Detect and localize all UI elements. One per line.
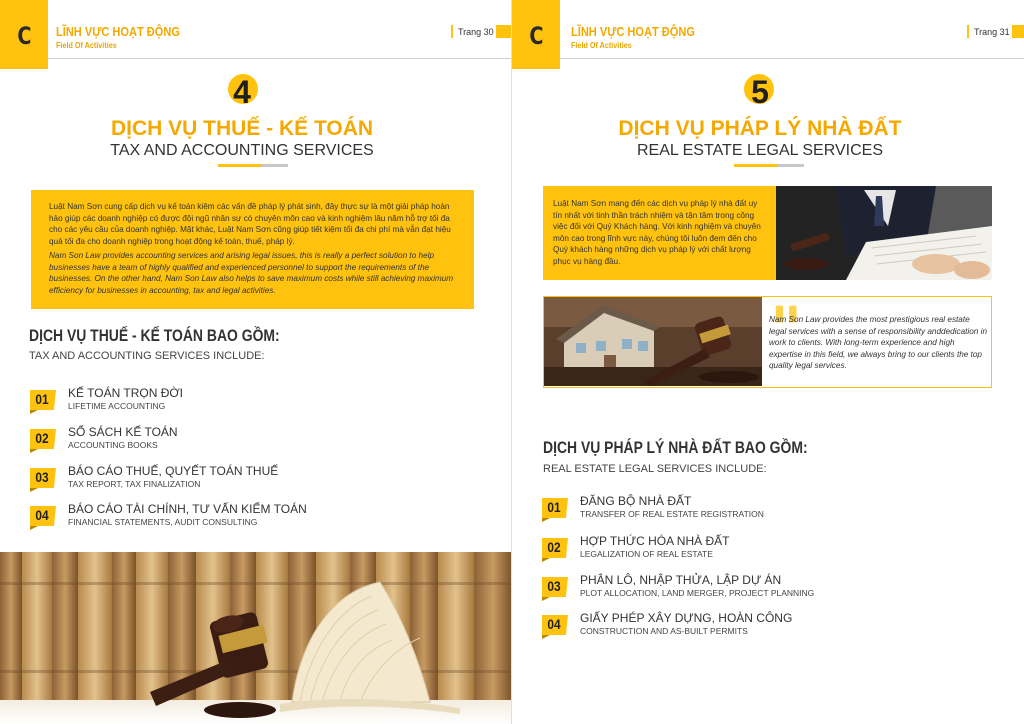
list-heading-en: TAX AND ACCOUNTING SERVICES INCLUDE: [29, 350, 265, 362]
list-item [542, 494, 982, 522]
chapter-letter-box [0, 0, 48, 69]
quote-text-en: Nam Son Law provides the most prestigious real estate legal services with a sense of responsibility anddedication in work to clients. With long-term experience and high expertise in this field, we always bring to our clients the top quality legal services. [769, 315, 988, 370]
title-underline-grey [778, 164, 804, 167]
section-number: 5 [751, 74, 769, 110]
item-number: 02 [547, 539, 561, 555]
item-title-en: LEGALIZATION OF REAL ESTATE [580, 549, 713, 559]
section-number: 4 [233, 74, 251, 110]
header-title: LĨNH VỰC HOẠT ĐỘNG [571, 24, 695, 39]
list-item [542, 573, 982, 601]
item-title-vi: BÁO CÁO TÀI CHÍNH, TƯ VẤN KIỂM TOÁN [68, 502, 307, 516]
badge-fold [542, 518, 550, 522]
chapter-letter: C [17, 22, 31, 50]
list-item [542, 611, 982, 639]
list-item [30, 425, 450, 453]
item-title-en: PLOT ALLOCATION, LAND MERGER, PROJECT PLANNING [580, 588, 815, 598]
item-number: 03 [547, 578, 561, 594]
item-title-vi: ĐĂNG BỘ NHÀ ĐẤT [580, 494, 692, 508]
page-number-block [1012, 25, 1024, 38]
item-title-vi: KẾ TOÁN TRỌN ĐỜI [68, 386, 183, 400]
item-title-vi: PHÂN LÔ, NHẬP THỬA, LẬP DỰ ÁN [580, 573, 782, 587]
badge-fold [30, 410, 38, 414]
intro-text-vi: Luật Nam Sơn mang đến các dịch vụ pháp lý nhà đất uy tín nhất với tinh thần trách nhiệm và tận tâm trong công việc đối với Quý Khách hàng. Với kinh nghiệm và chuyên môn cao trong lĩnh vực này, chúng tôi luôn đem đến cho Quý khách hàng những dịch vụ pháp lý với chất lượng phục vụ hàng đầu. [553, 199, 761, 266]
item-title-en: ACCOUNTING BOOKS [68, 440, 158, 450]
item-number: 01 [547, 499, 561, 515]
quote-mark-icon: " [770, 293, 803, 366]
office-illustration [776, 186, 992, 280]
item-title-vi: SỔ SÁCH KẾ TOÁN [68, 425, 178, 439]
header-subtitle: Field Of Activities [56, 40, 117, 50]
header-subtitle: Field Of Activities [571, 40, 632, 50]
item-title-vi: GIẤY PHÉP XÂY DỰNG, HOÀN CÔNG [580, 611, 793, 625]
books-gavel-illustration [0, 552, 512, 724]
header-divider [560, 58, 1024, 59]
page-number-block [496, 25, 512, 38]
badge-fold [542, 558, 550, 562]
list-heading-vi: DỊCH VỤ PHÁP LÝ NHÀ ĐẤT BAO GỒM: [543, 438, 808, 457]
list-item [30, 464, 450, 492]
item-number: 04 [547, 616, 561, 632]
house-gavel-illustration [544, 297, 762, 386]
house-gavel-photo [544, 297, 762, 386]
list-heading-en: REAL ESTATE LEGAL SERVICES INCLUDE: [543, 463, 767, 475]
list-item [542, 534, 982, 562]
page-number-tick [967, 25, 969, 38]
quote-box [543, 293, 992, 388]
item-number: 04 [35, 507, 49, 523]
books-gavel-photo [0, 552, 512, 724]
page-number: Trang 30 [458, 27, 494, 37]
badge-fold [30, 526, 38, 530]
chapter-letter: C [529, 22, 543, 50]
header-title: LĨNH VỰC HOẠT ĐỘNG [56, 24, 180, 39]
chapter-letter-box [512, 0, 560, 69]
intro-text-vi: Luật Nam Sơn cung cấp dịch vụ kế toán kiêm các vấn đề pháp lý phát sinh, đây thực sự là một giải pháp hoàn hảo giúp các doanh nghiệp có được đội ngũ nhân sự có chuyên môn cao và kinh nghiệm lâu năm hỗ trợ tối đa cho các yêu cầu của doanh nghiệp. Mặt khác, Luật Nam Sơn cũng giúp tiết kiệm tối đa chi phí mà vẫn đạt hiệu quả tối đa cho doanh nghiệp trong hoạt động kế toán, thuế, pháp lý. [49, 202, 451, 246]
item-title-en: CONSTRUCTION AND AS-BUILT PERMITS [580, 626, 748, 636]
item-title-en: LIFETIME ACCOUNTING [68, 401, 166, 411]
item-title-vi: BÁO CÁO THUẾ, QUYẾT TOÁN THUẾ [68, 464, 279, 478]
item-title-en: FINANCIAL STATEMENTS, AUDIT CONSULTING [68, 517, 258, 527]
page-number: Trang 31 [974, 27, 1010, 37]
page-number-tick [451, 25, 453, 38]
title-underline-accent [218, 164, 262, 167]
item-number: 03 [35, 469, 49, 485]
title-underline-grey [262, 164, 288, 167]
section-title-vi: DỊCH VỤ PHÁP LÝ NHÀ ĐẤT [618, 117, 902, 140]
item-title-en: TAX REPORT, TAX FINALIZATION [68, 479, 201, 489]
intro-box [543, 186, 776, 280]
list-heading-vi: DỊCH VỤ THUẾ - KẾ TOÁN BAO GỒM: [29, 326, 280, 345]
office-signing-photo [776, 186, 992, 280]
item-title-en: TRANSFER OF REAL ESTATE REGISTRATION [580, 509, 764, 519]
item-number: 01 [35, 391, 49, 407]
section-title-vi: DỊCH VỤ THUẾ - KẾ TOÁN [110, 117, 374, 140]
title-underline-accent [734, 164, 778, 167]
item-title-vi: HỢP THỨC HÓA NHÀ ĐẤT [580, 534, 730, 548]
header-divider [48, 58, 512, 59]
right-page [512, 0, 1024, 724]
section-title-en: REAL ESTATE LEGAL SERVICES [636, 142, 883, 159]
badge-fold [542, 635, 550, 639]
section-title-en: TAX AND ACCOUNTING SERVICES [110, 142, 374, 159]
badge-fold [30, 488, 38, 492]
badge-fold [542, 597, 550, 601]
badge-fold [30, 449, 38, 453]
item-number: 02 [35, 430, 49, 446]
intro-box [31, 190, 474, 309]
list-item [30, 502, 450, 530]
intro-text-en: Nam Son Law provides accounting services and arising legal issues, this is really a perfect solution to help businesses have a team of highly qualified and experienced personnel to support the requirements of the businesses. On the other hand, Nam Son Law also helps to save maximum costs while still achieving maximum efficiency for businesses in accounting, tax and legal activities. [49, 251, 454, 295]
list-item [30, 386, 450, 414]
